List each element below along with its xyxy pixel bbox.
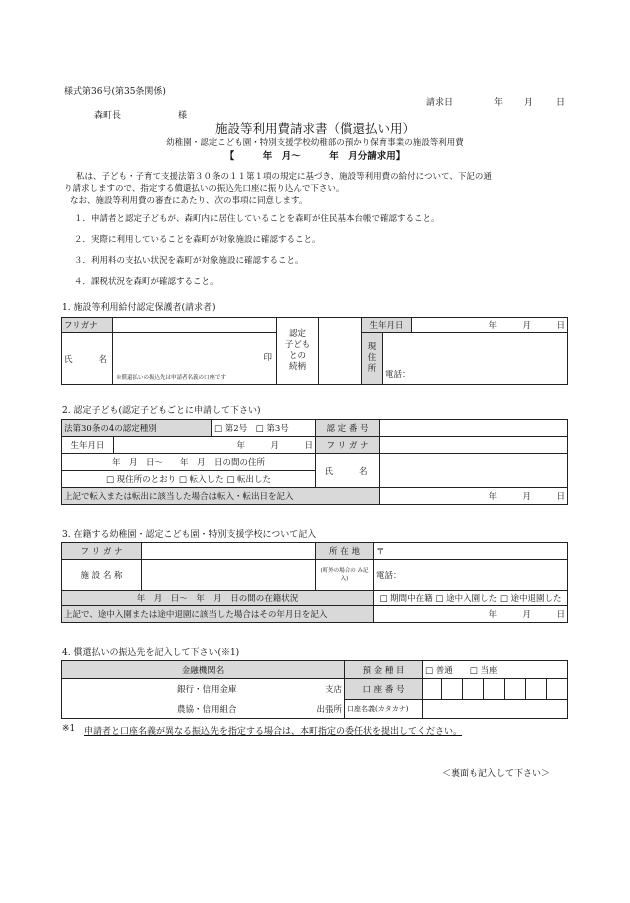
cert-kind-label: 法第30条の4の認定種別 bbox=[62, 420, 212, 437]
section1-heading: 1. 施設等利用給付認定保護者(請求者) bbox=[62, 303, 216, 313]
child-name-label: 氏 名 bbox=[316, 454, 380, 488]
footnote-mark: ※1 bbox=[62, 724, 76, 734]
account-digit-5[interactable] bbox=[505, 679, 526, 700]
child-furigana-field[interactable] bbox=[380, 437, 568, 454]
intro-line-1: 私は、子ども・子育て支援法第３０条の１１第１項の規定に基づき、施設等利用費の給付について、下記の通 bbox=[76, 172, 492, 182]
mid-enroll-date-field[interactable]: 年 月 日 bbox=[374, 606, 568, 623]
request-date-month: 月 bbox=[524, 98, 534, 108]
request-date-label: 請求日 bbox=[426, 98, 454, 108]
move-date-field[interactable]: 年 月 日 bbox=[380, 488, 568, 505]
location-label: 所 在 地 bbox=[316, 543, 374, 560]
form-number: 様式第36号(第35条関係) bbox=[64, 87, 166, 97]
section4-heading: 4. 償還払いの振込先を記入して下さい(※1) bbox=[62, 648, 240, 658]
enrollment-period-label: 年 月 日～ 年 月 日の間の在籍状況 bbox=[62, 591, 374, 606]
cert-number-field[interactable] bbox=[380, 420, 568, 437]
addressee-name: 森町長 bbox=[94, 111, 122, 121]
mid-enroll-note: 上記で、途中入園または途中退園に該当した場合はその年月日を記入 bbox=[62, 606, 374, 623]
relation-field[interactable] bbox=[319, 318, 362, 385]
request-period: 【 年 月～ 年 月分請求用】 bbox=[224, 151, 406, 162]
account-name-field[interactable] bbox=[423, 700, 568, 719]
account-digit-7[interactable] bbox=[547, 679, 568, 700]
account-number-label: 口 座 番 号 bbox=[345, 679, 423, 700]
account-digit-3[interactable] bbox=[463, 679, 484, 700]
facility-furigana-field[interactable] bbox=[142, 543, 316, 560]
facility-phone-label: 電話： bbox=[376, 571, 402, 581]
section3-table bbox=[61, 542, 568, 623]
guardian-name-field[interactable] bbox=[113, 333, 277, 385]
branch-type-1[interactable]: 支店 bbox=[239, 679, 345, 700]
account-name-label: 口座名義(カタカナ) bbox=[345, 700, 423, 719]
account-digit-1[interactable] bbox=[423, 679, 442, 700]
guardian-birth-field[interactable]: 年 月 日 bbox=[412, 318, 568, 333]
guardian-furigana-field[interactable] bbox=[113, 318, 277, 333]
facility-name-label: 施 設 名 称 bbox=[62, 560, 142, 591]
move-date-note: 上記で転入または転出に該当した場合は転入・転出日を記入 bbox=[62, 488, 380, 505]
footnote-text: 申請者と口座名義が異なる振込先を指定する場合は、本町指定の委任状を提出してください。 bbox=[84, 727, 463, 737]
child-name-field[interactable] bbox=[380, 454, 568, 488]
cert-number-label: 認 定 番 号 bbox=[316, 420, 380, 437]
section3-heading: 3. 在籍する幼稚園・認定こども園・特別支援学校について記入 bbox=[62, 530, 317, 540]
address-label: 現 住 所 bbox=[362, 333, 383, 385]
consent-3: ３．利用料の支払い状況を森町が対象施設に確認すること。 bbox=[74, 256, 304, 266]
branch-type-2[interactable]: 出張所 bbox=[239, 700, 345, 719]
seal-mark: 印 bbox=[263, 353, 272, 363]
enrollment-status-options[interactable]: □ 期間中在籍 □ 途中入園した □ 途中退園した bbox=[374, 591, 568, 606]
child-birth-label: 生年月日 bbox=[62, 437, 114, 454]
guardian-address-field[interactable] bbox=[383, 333, 568, 385]
guardian-birth-label: 生年月日 bbox=[362, 318, 412, 333]
child-furigana-label: フ リ ガ ナ bbox=[316, 437, 380, 454]
bank-type-1[interactable]: 銀行・信用金庫 bbox=[62, 679, 239, 700]
page-subtitle: 幼稚園・認定こども園・特別支援学校幼稚部の預かり保育事業の施設等利用費 bbox=[166, 138, 464, 148]
section1-table bbox=[61, 317, 568, 385]
deposit-type-label: 預 金 種 目 bbox=[345, 661, 423, 679]
cert-kind-options[interactable]: □ 第2号 □ 第3号 bbox=[212, 420, 316, 437]
consent-4: ４．課税状況を森町が確認すること。 bbox=[74, 277, 219, 287]
account-note: ※償還払いの振込先は申請者名義の口座です bbox=[116, 375, 227, 381]
intro-line-2: り請求しますので、指定する償還払いの振込先口座に振り込んで下さい。 bbox=[64, 184, 345, 194]
account-digit-6[interactable] bbox=[526, 679, 547, 700]
deposit-type-options[interactable]: □ 普通 □ 当座 bbox=[423, 661, 568, 679]
section2-table bbox=[61, 419, 568, 505]
facility-phone-field[interactable] bbox=[374, 560, 568, 591]
period-address-label: 年 月 日～ 年 月 日の間の住所 bbox=[62, 454, 316, 471]
facility-name-field[interactable] bbox=[142, 560, 316, 591]
back-side-note: ＜裏面も記入して下さい＞ bbox=[442, 769, 551, 779]
section2-heading: 2. 認定子ども(認定子どもごとに申請して下さい) bbox=[62, 406, 261, 416]
bank-type-2[interactable]: 農協・信用組合 bbox=[62, 700, 239, 719]
section4-table bbox=[61, 660, 568, 719]
page-title: 施設等利用費請求書（償還払い用） bbox=[214, 121, 415, 136]
facility-furigana-label: フ リ ガ ナ bbox=[62, 543, 142, 560]
consent-1: １．申請者と認定子どもが、森町内に居住していることを森町が住民基本台帳で確認すること。 bbox=[74, 214, 440, 224]
request-date-day: 日 bbox=[556, 98, 566, 108]
address-status-options[interactable]: □ 現住所のとおり □ 転入した □ 転出した bbox=[62, 471, 316, 488]
name-label: 氏 名 bbox=[62, 333, 113, 385]
relation-label: 認定 子ども との 続柄 bbox=[277, 318, 319, 385]
bank-name-label: 金融機関名 bbox=[62, 661, 345, 679]
intro-line-3: なお、施設等利用費の審査にあたり、次の事項に同意します。 bbox=[70, 196, 308, 206]
addressee-honorific: 様 bbox=[178, 111, 188, 121]
postal-mark: 〒 bbox=[376, 547, 385, 557]
location-field[interactable] bbox=[374, 543, 568, 560]
account-digit-4[interactable] bbox=[484, 679, 505, 700]
account-digit-2[interactable] bbox=[442, 679, 463, 700]
outside-town-note: (町外の場合の み記入) bbox=[316, 560, 374, 591]
request-date-year: 年 bbox=[494, 98, 504, 108]
child-birth-field[interactable]: 年 月 日 bbox=[114, 437, 316, 454]
consent-2: ２．実際に利用していることを森町が対象施設に確認すること。 bbox=[74, 235, 321, 245]
guardian-phone-label: 電話： bbox=[385, 370, 411, 380]
furigana-label: フリガナ bbox=[62, 318, 113, 333]
